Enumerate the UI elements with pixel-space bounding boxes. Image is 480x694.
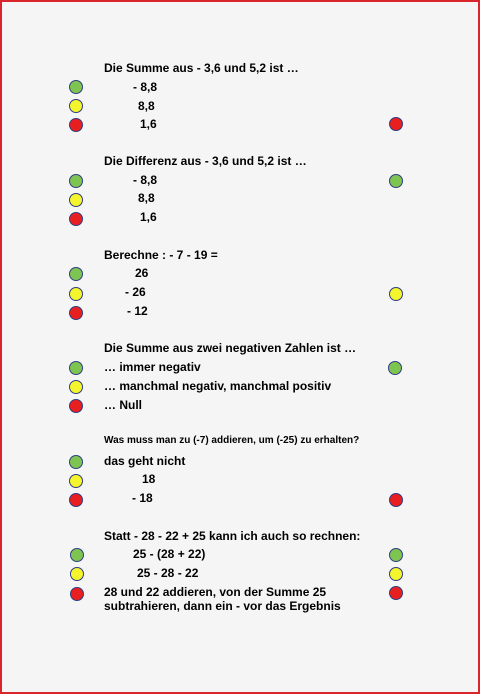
question-5: Was muss man zu (-7) addieren, um (-25) zu erhalten? [104, 435, 360, 446]
q3-option-3: - 12 [127, 304, 148, 318]
red-dot[interactable] [69, 212, 83, 226]
q2-answer-green-dot [389, 174, 403, 188]
q3-option-1: 26 [135, 266, 149, 280]
q6-answer-green-dot [389, 548, 403, 562]
red-dot[interactable] [70, 587, 84, 601]
q5-option-2: 18 [142, 472, 156, 486]
q1-option-3: 1,6 [140, 117, 157, 131]
green-dot[interactable] [69, 174, 83, 188]
red-dot[interactable] [69, 399, 83, 413]
q4-option-1: … immer negativ [104, 360, 201, 374]
q1-answer-red-dot [389, 117, 403, 131]
q4-answer-green-dot [388, 361, 402, 375]
q6-answer-yellow-dot [389, 567, 403, 581]
q5-option-3: - 18 [132, 491, 153, 505]
green-dot[interactable] [69, 361, 83, 375]
q1-option-2: 8,8 [138, 99, 155, 113]
green-dot[interactable] [69, 267, 83, 281]
yellow-dot[interactable] [70, 567, 84, 581]
q3-answer-yellow-dot [389, 287, 403, 301]
q6-option-1: 25 - (28 + 22) [133, 547, 206, 561]
q6-option-2: 25 - 28 - 22 [137, 566, 199, 580]
question-6: Statt - 28 - 22 + 25 kann ich auch so rechnen: [104, 529, 361, 543]
red-dot[interactable] [69, 493, 83, 507]
q6-answer-red-dot [389, 586, 403, 600]
yellow-dot[interactable] [69, 474, 83, 488]
q2-option-1: - 8,8 [133, 173, 158, 187]
q1-option-1: - 8,8 [133, 80, 158, 94]
question-2: Die Differenz aus - 3,6 und 5,2 ist … [104, 154, 307, 168]
q6-option-3: 28 und 22 addieren, von der Summe 25 subtrahieren, dann ein - vor das Ergebnis [104, 585, 341, 613]
question-3: Berechne : - 7 - 19 = [104, 248, 218, 262]
q2-option-3: 1,6 [140, 210, 157, 224]
yellow-dot[interactable] [69, 287, 83, 301]
red-dot[interactable] [69, 118, 83, 132]
q3-option-2: - 26 [125, 285, 146, 299]
q2-option-2: 8,8 [138, 191, 155, 205]
yellow-dot[interactable] [69, 99, 83, 113]
yellow-dot[interactable] [69, 380, 83, 394]
question-1: Die Summe aus - 3,6 und 5,2 ist … [104, 61, 299, 75]
q4-option-3: … Null [104, 398, 142, 412]
green-dot[interactable] [70, 548, 84, 562]
yellow-dot[interactable] [69, 193, 83, 207]
green-dot[interactable] [69, 455, 83, 469]
green-dot[interactable] [69, 80, 83, 94]
question-4: Die Summe aus zwei negativen Zahlen ist … [104, 341, 357, 355]
q5-option-1: das geht nicht [104, 454, 186, 468]
q4-option-2: … manchmal negativ, manchmal positiv [104, 379, 332, 393]
q5-answer-red-dot [389, 493, 403, 507]
red-dot[interactable] [69, 306, 83, 320]
